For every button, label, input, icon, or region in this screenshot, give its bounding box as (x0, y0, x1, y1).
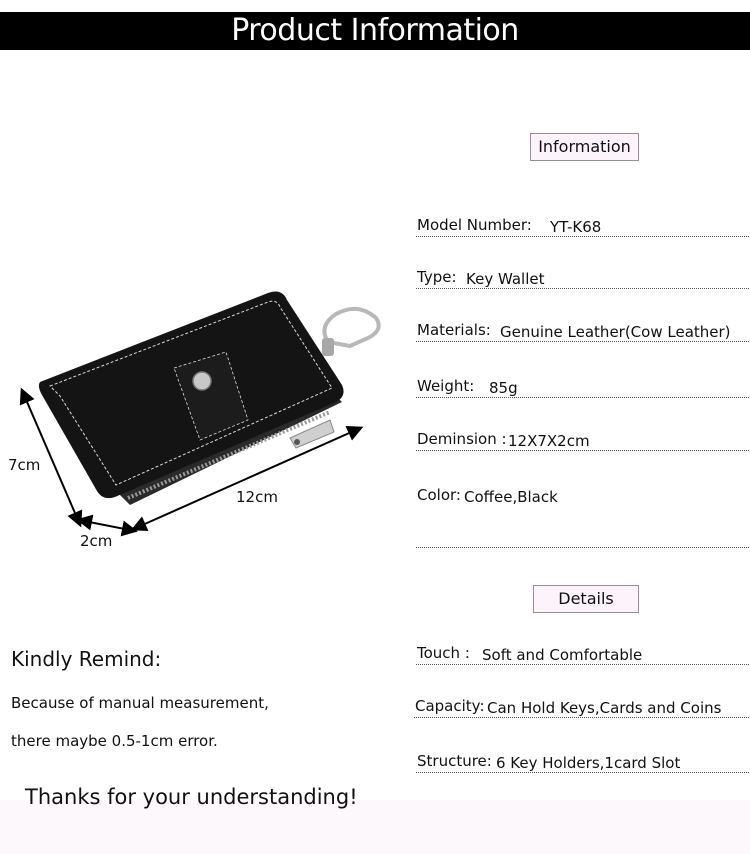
dimension-depth: 2cm (80, 532, 113, 550)
product-image (0, 280, 400, 560)
dimension-height: 7cm (8, 456, 41, 474)
info-row-type (416, 266, 749, 289)
info-label: Type: (417, 268, 457, 286)
info-label: Color: (417, 486, 461, 504)
thanks-message: Thanks for your understanding! (25, 785, 358, 809)
remind-line-2: there maybe 0.5-1cm error. (11, 732, 218, 750)
info-label: Materials: (417, 321, 491, 339)
info-row-model (416, 214, 749, 237)
info-label: Model Number: (417, 216, 532, 234)
remind-title: Kindly Remind: (11, 647, 162, 671)
details-label: Touch : (417, 644, 470, 662)
snap-button (193, 372, 211, 390)
info-value: 85g (489, 379, 518, 397)
info-row-color (416, 484, 749, 506)
details-heading: Details (533, 585, 639, 613)
info-value: 12X7X2cm (508, 432, 590, 450)
info-value: Genuine Leather(Cow Leather) (500, 323, 731, 341)
details-row-structure (416, 750, 749, 773)
details-row-capacity (414, 695, 749, 718)
details-row-touch (416, 642, 749, 665)
info-row-weight (416, 375, 749, 398)
information-heading: Information (530, 133, 639, 161)
depth-arrow (84, 521, 130, 530)
details-value: Can Hold Keys,Cards and Coins (487, 699, 722, 717)
details-value: 6 Key Holders,1card Slot (496, 754, 681, 772)
page-title-banner (0, 12, 750, 50)
info-value: Key Wallet (466, 270, 545, 288)
info-value: Coffee,Black (464, 488, 558, 506)
info-row-dimension (416, 428, 749, 451)
info-value: YT-K68 (550, 218, 602, 236)
info-label: Deminsion : (417, 430, 507, 448)
remind-line-1: Because of manual measurement, (11, 694, 269, 712)
info-row-materials (416, 319, 749, 342)
dimension-width: 12cm (236, 488, 278, 506)
info-label: Weight: (417, 377, 475, 395)
page-title: Product Information (231, 13, 519, 48)
details-label: Structure: (417, 752, 492, 770)
details-value: Soft and Comfortable (482, 646, 643, 664)
details-label: Capacity: (415, 697, 485, 715)
info-row-blank (416, 525, 749, 548)
